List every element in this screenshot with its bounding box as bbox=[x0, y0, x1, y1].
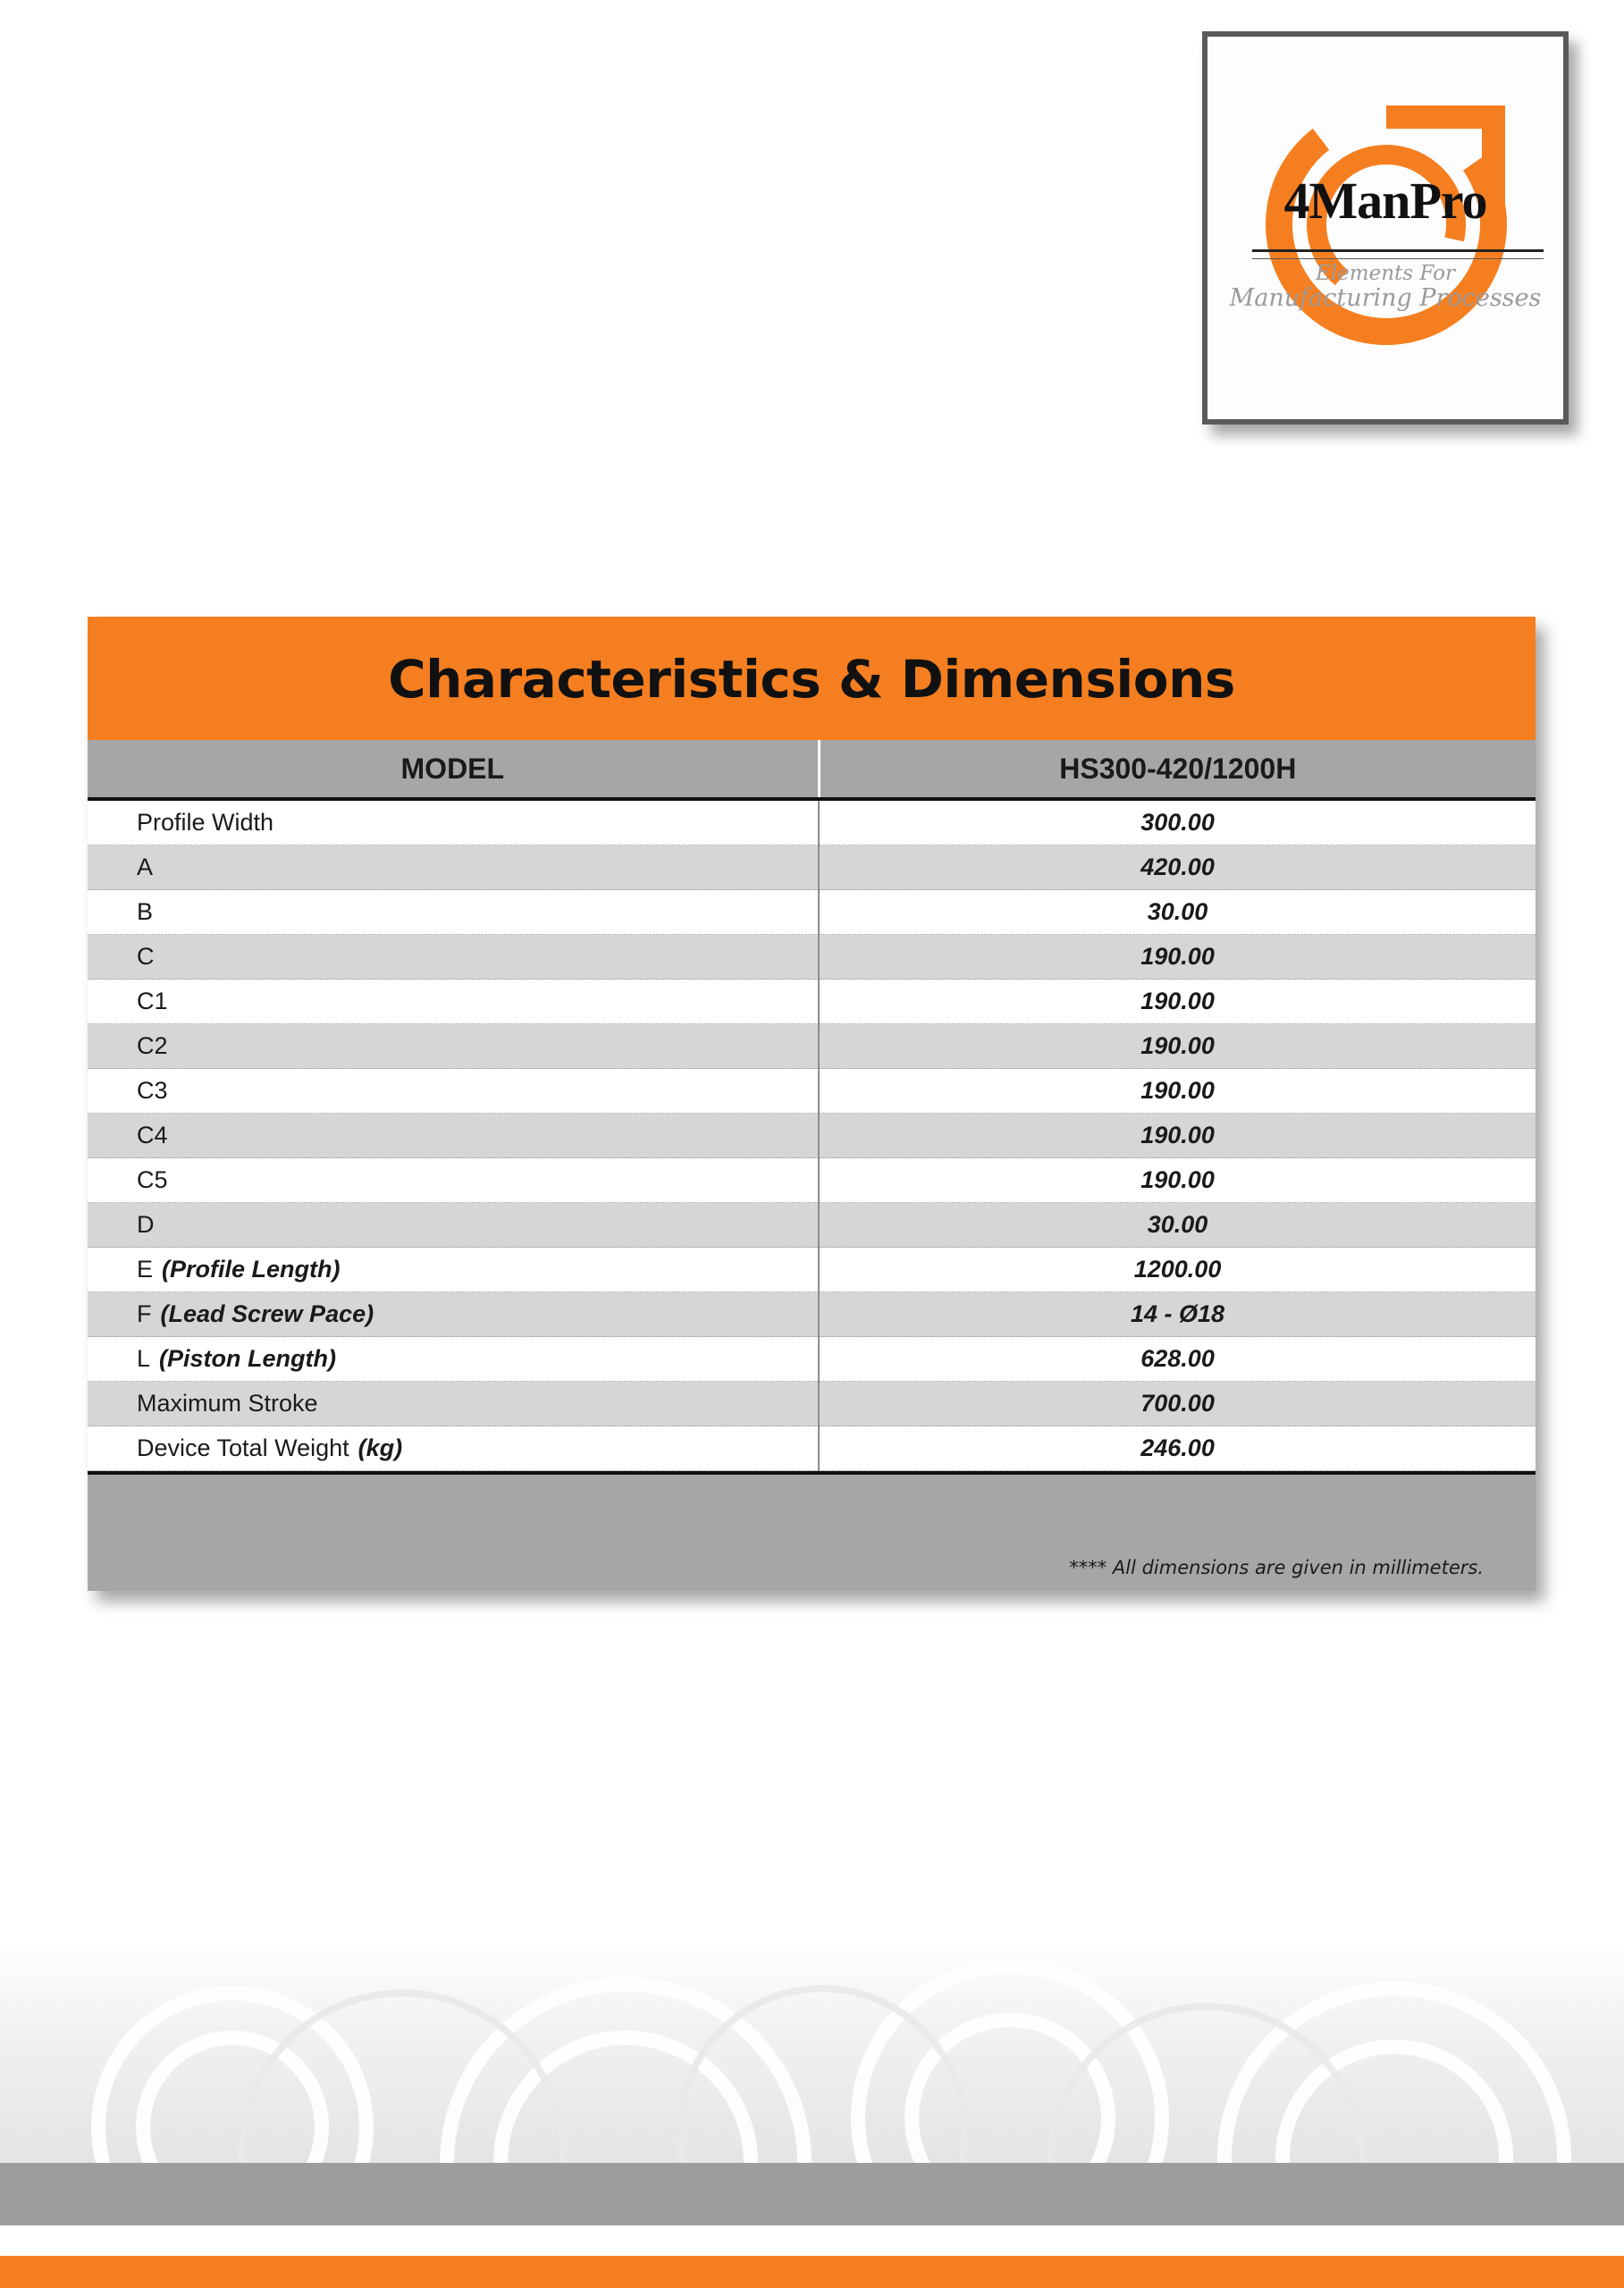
row-label-text: C3 bbox=[137, 1077, 168, 1104]
dimensions-footnote: **** All dimensions are given in millimeters. bbox=[1069, 1557, 1484, 1578]
row-label-text: C1 bbox=[137, 988, 168, 1014]
logo-brand-text: 4ManPro bbox=[1283, 172, 1487, 230]
row-label-text: Profile Width bbox=[137, 809, 274, 836]
row-label bbox=[88, 1203, 819, 1248]
table-row bbox=[88, 799, 1536, 845]
table-row bbox=[88, 1114, 1536, 1158]
company-logo bbox=[1202, 31, 1569, 425]
row-label bbox=[88, 1337, 819, 1382]
row-label bbox=[88, 1069, 819, 1114]
table-row bbox=[88, 1203, 1536, 1248]
logo-background bbox=[1207, 37, 1563, 419]
bottom-gradient bbox=[0, 1939, 1624, 2163]
row-label-text: F bbox=[137, 1300, 152, 1327]
row-value: 30.00 bbox=[819, 890, 1536, 935]
row-value: 700.00 bbox=[819, 1382, 1536, 1426]
row-label bbox=[88, 1426, 819, 1471]
logo-tagline-line2: Manufacturing Processes bbox=[1229, 284, 1542, 312]
row-label bbox=[88, 935, 819, 980]
table-row bbox=[88, 1158, 1536, 1203]
table-row bbox=[88, 1069, 1536, 1114]
row-label-text: C bbox=[137, 943, 155, 970]
row-label bbox=[88, 890, 819, 935]
row-value: 190.00 bbox=[819, 935, 1536, 980]
footer-gray-bar bbox=[0, 2163, 1624, 2225]
table-footer-band bbox=[88, 1471, 1536, 1591]
row-label-note: (Profile Length) bbox=[162, 1256, 341, 1283]
row-value: 628.00 bbox=[819, 1337, 1536, 1382]
row-label-note: (Lead Screw Pace) bbox=[160, 1300, 374, 1327]
row-label-text: Maximum Stroke bbox=[137, 1390, 318, 1417]
row-label-text: C5 bbox=[137, 1166, 168, 1193]
row-label bbox=[88, 1292, 819, 1337]
table-header-row bbox=[88, 740, 1536, 799]
table-row bbox=[88, 1024, 1536, 1069]
row-label-text: B bbox=[137, 898, 154, 925]
row-label bbox=[88, 1248, 819, 1292]
row-label-text: C2 bbox=[137, 1032, 168, 1059]
column-header-value: HS300-420/1200H bbox=[819, 740, 1536, 799]
row-label bbox=[88, 980, 819, 1024]
row-label-text: C4 bbox=[137, 1122, 168, 1148]
table-row bbox=[88, 980, 1536, 1024]
row-label-text: L bbox=[137, 1345, 151, 1372]
row-label-text: E bbox=[137, 1256, 154, 1283]
row-value: 14 - Ø18 bbox=[819, 1292, 1536, 1337]
table-row bbox=[88, 890, 1536, 935]
logo-divider-secondary bbox=[1252, 258, 1544, 259]
page-title: Characteristics & Dimensions bbox=[88, 617, 1536, 740]
table-row bbox=[88, 1337, 1536, 1382]
row-label bbox=[88, 1114, 819, 1158]
table-row bbox=[88, 1292, 1536, 1337]
row-label-note: (Piston Length) bbox=[159, 1345, 336, 1372]
table-row bbox=[88, 935, 1536, 980]
row-value: 190.00 bbox=[819, 980, 1536, 1024]
row-value: 190.00 bbox=[819, 1114, 1536, 1158]
table-row bbox=[88, 1426, 1536, 1471]
table-body bbox=[88, 740, 1536, 1471]
row-label bbox=[88, 845, 819, 890]
logo-tagline-line1: Elements For bbox=[1316, 262, 1455, 285]
row-value: 1200.00 bbox=[819, 1248, 1536, 1292]
specification-card bbox=[88, 617, 1536, 1591]
row-label-text: Device Total Weight bbox=[137, 1434, 349, 1461]
row-value: 190.00 bbox=[819, 1024, 1536, 1069]
bottom-decoration bbox=[0, 1939, 1624, 2288]
row-label-note: (kg) bbox=[358, 1434, 403, 1461]
footer-orange-bar bbox=[0, 2256, 1624, 2288]
row-value: 300.00 bbox=[819, 799, 1536, 845]
bottom-swirl-pattern-icon bbox=[0, 1939, 1624, 2163]
row-label bbox=[88, 799, 819, 845]
row-label bbox=[88, 1158, 819, 1203]
row-label-text: D bbox=[137, 1211, 155, 1238]
column-header-model: MODEL bbox=[88, 740, 819, 799]
logo-divider bbox=[1252, 249, 1544, 252]
table-row bbox=[88, 1382, 1536, 1426]
row-label bbox=[88, 1024, 819, 1069]
row-value: 30.00 bbox=[819, 1203, 1536, 1248]
specifications-table bbox=[88, 740, 1536, 1471]
row-label bbox=[88, 1382, 819, 1426]
row-value: 420.00 bbox=[819, 845, 1536, 890]
row-value: 190.00 bbox=[819, 1158, 1536, 1203]
footer-white-bar bbox=[0, 2225, 1624, 2256]
table-row bbox=[88, 845, 1536, 890]
row-label-text: A bbox=[137, 854, 154, 880]
row-value: 246.00 bbox=[819, 1426, 1536, 1471]
table-row bbox=[88, 1248, 1536, 1292]
row-value: 190.00 bbox=[819, 1069, 1536, 1114]
